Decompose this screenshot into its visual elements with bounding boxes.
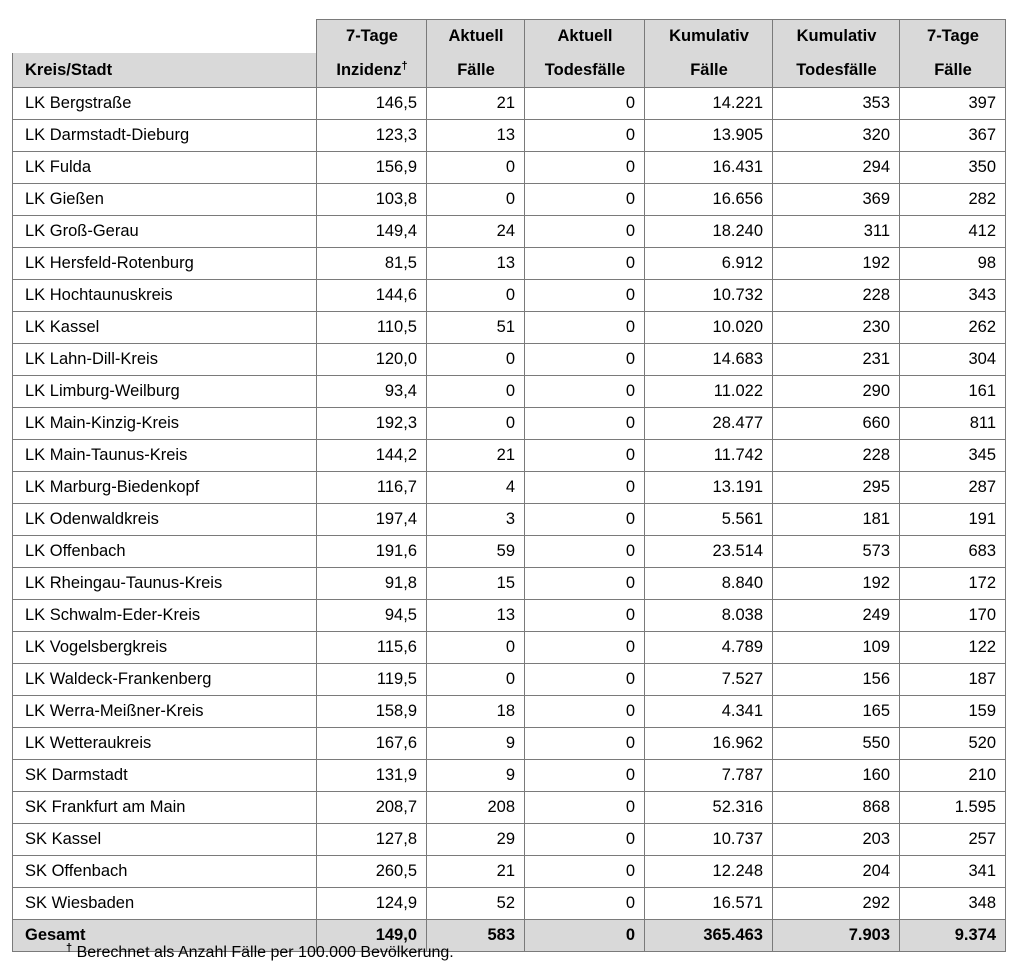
cell-7tage-faelle: 412	[900, 216, 1006, 248]
cell-kumulativ-todesfaelle: 550	[773, 728, 900, 760]
cell-aktuell-todesfaelle: 0	[525, 184, 645, 216]
cell-inzidenz: 119,5	[317, 664, 427, 696]
cell-name: SK Frankfurt am Main	[13, 792, 317, 824]
cell-kumulativ-faelle: 14.683	[645, 344, 773, 376]
total-aktuell-faelle: 583	[427, 920, 525, 952]
cell-inzidenz: 144,2	[317, 440, 427, 472]
cell-7tage-faelle: 367	[900, 120, 1006, 152]
cell-7tage-faelle: 348	[900, 888, 1006, 920]
cell-inzidenz: 192,3	[317, 408, 427, 440]
cell-aktuell-faelle: 29	[427, 824, 525, 856]
cell-7tage-faelle: 262	[900, 312, 1006, 344]
header-top-7tage-faelle: 7-Tage	[900, 20, 1006, 54]
header-inzidenz-label: Inzidenz	[336, 61, 402, 79]
cell-kumulativ-todesfaelle: 192	[773, 568, 900, 600]
table-row	[13, 568, 1006, 600]
cell-7tage-faelle: 287	[900, 472, 1006, 504]
cell-inzidenz: 81,5	[317, 248, 427, 280]
table-row	[13, 824, 1006, 856]
cell-aktuell-faelle: 9	[427, 728, 525, 760]
cell-aktuell-todesfaelle: 0	[525, 152, 645, 184]
table-row	[13, 888, 1006, 920]
cell-aktuell-faelle: 4	[427, 472, 525, 504]
cell-inzidenz: 103,8	[317, 184, 427, 216]
cell-aktuell-faelle: 0	[427, 344, 525, 376]
cell-inzidenz: 156,9	[317, 152, 427, 184]
cell-kumulativ-todesfaelle: 292	[773, 888, 900, 920]
cell-kumulativ-todesfaelle: 156	[773, 664, 900, 696]
header-top-kumulativ-todesfaelle: Kumulativ	[773, 20, 900, 54]
cell-name: LK Darmstadt-Dieburg	[13, 120, 317, 152]
cell-inzidenz: 110,5	[317, 312, 427, 344]
cell-aktuell-faelle: 0	[427, 632, 525, 664]
cell-inzidenz: 120,0	[317, 344, 427, 376]
cell-inzidenz: 94,5	[317, 600, 427, 632]
cell-kumulativ-faelle: 10.020	[645, 312, 773, 344]
table-row	[13, 792, 1006, 824]
cell-aktuell-faelle: 9	[427, 760, 525, 792]
cell-kumulativ-faelle: 8.038	[645, 600, 773, 632]
cell-kumulativ-faelle: 16.431	[645, 152, 773, 184]
cell-aktuell-faelle: 0	[427, 280, 525, 312]
cell-7tage-faelle: 191	[900, 504, 1006, 536]
cell-kumulativ-faelle: 7.787	[645, 760, 773, 792]
table-body	[13, 88, 1006, 920]
cell-kumulativ-faelle: 4.341	[645, 696, 773, 728]
cell-7tage-faelle: 282	[900, 184, 1006, 216]
cell-inzidenz: 260,5	[317, 856, 427, 888]
table-row	[13, 504, 1006, 536]
cell-aktuell-faelle: 18	[427, 696, 525, 728]
cell-kumulativ-faelle: 10.737	[645, 824, 773, 856]
cell-aktuell-faelle: 24	[427, 216, 525, 248]
cell-aktuell-todesfaelle: 0	[525, 248, 645, 280]
table-row	[13, 472, 1006, 504]
cell-inzidenz: 167,6	[317, 728, 427, 760]
header-top-aktuell-todesfaelle: Aktuell	[525, 20, 645, 54]
total-label: Gesamt	[13, 920, 317, 952]
covid-district-table	[12, 19, 1006, 952]
cell-7tage-faelle: 520	[900, 728, 1006, 760]
cell-7tage-faelle: 159	[900, 696, 1006, 728]
cell-aktuell-faelle: 13	[427, 248, 525, 280]
header-kumulativ-todesfaelle: Todesfälle	[773, 53, 900, 88]
cell-name: LK Gießen	[13, 184, 317, 216]
cell-inzidenz: 146,5	[317, 88, 427, 120]
cell-inzidenz: 149,4	[317, 216, 427, 248]
cell-name: LK Fulda	[13, 152, 317, 184]
cell-aktuell-todesfaelle: 0	[525, 632, 645, 664]
header-kreis-stadt: Kreis/Stadt	[13, 53, 317, 88]
cell-7tage-faelle: 811	[900, 408, 1006, 440]
cell-kumulativ-todesfaelle: 660	[773, 408, 900, 440]
cell-aktuell-faelle: 52	[427, 888, 525, 920]
header-row-bottom	[13, 53, 1006, 88]
cell-kumulativ-faelle: 7.527	[645, 664, 773, 696]
cell-kumulativ-todesfaelle: 204	[773, 856, 900, 888]
cell-name: LK Werra-Meißner-Kreis	[13, 696, 317, 728]
cell-7tage-faelle: 98	[900, 248, 1006, 280]
footnote-text: Berechnet als Anzahl Fälle per 100.000 Bevölkerung.	[76, 944, 454, 961]
cell-aktuell-faelle: 13	[427, 120, 525, 152]
cell-aktuell-faelle: 51	[427, 312, 525, 344]
cell-inzidenz: 124,9	[317, 888, 427, 920]
header-aktuell-todesfaelle: Todesfälle	[525, 53, 645, 88]
cell-name: LK Lahn-Dill-Kreis	[13, 344, 317, 376]
cell-kumulativ-faelle: 4.789	[645, 632, 773, 664]
cell-aktuell-faelle: 208	[427, 792, 525, 824]
footnote	[66, 944, 454, 962]
cell-inzidenz: 116,7	[317, 472, 427, 504]
cell-kumulativ-faelle: 52.316	[645, 792, 773, 824]
cell-7tage-faelle: 304	[900, 344, 1006, 376]
table-row	[13, 376, 1006, 408]
cell-aktuell-todesfaelle: 0	[525, 280, 645, 312]
cell-name: SK Offenbach	[13, 856, 317, 888]
cell-aktuell-todesfaelle: 0	[525, 664, 645, 696]
cell-7tage-faelle: 161	[900, 376, 1006, 408]
cell-kumulativ-faelle: 12.248	[645, 856, 773, 888]
cell-name: LK Main-Kinzig-Kreis	[13, 408, 317, 440]
table-row	[13, 408, 1006, 440]
cell-aktuell-faelle: 0	[427, 376, 525, 408]
cell-name: SK Kassel	[13, 824, 317, 856]
table-row	[13, 440, 1006, 472]
total-7tage-faelle: 9.374	[900, 920, 1006, 952]
cell-kumulativ-faelle: 18.240	[645, 216, 773, 248]
cell-kumulativ-todesfaelle: 228	[773, 440, 900, 472]
cell-aktuell-todesfaelle: 0	[525, 216, 645, 248]
cell-kumulativ-todesfaelle: 181	[773, 504, 900, 536]
cell-kumulativ-todesfaelle: 109	[773, 632, 900, 664]
cell-kumulativ-faelle: 13.905	[645, 120, 773, 152]
cell-inzidenz: 208,7	[317, 792, 427, 824]
cell-7tage-faelle: 683	[900, 536, 1006, 568]
cell-aktuell-todesfaelle: 0	[525, 344, 645, 376]
cell-aktuell-todesfaelle: 0	[525, 600, 645, 632]
table-row	[13, 88, 1006, 120]
cell-aktuell-todesfaelle: 0	[525, 760, 645, 792]
cell-7tage-faelle: 345	[900, 440, 1006, 472]
header-top-aktuell-faelle: Aktuell	[427, 20, 525, 54]
cell-name: LK Schwalm-Eder-Kreis	[13, 600, 317, 632]
cell-7tage-faelle: 341	[900, 856, 1006, 888]
cell-inzidenz: 191,6	[317, 536, 427, 568]
cell-kumulativ-todesfaelle: 231	[773, 344, 900, 376]
cell-7tage-faelle: 1.595	[900, 792, 1006, 824]
cell-aktuell-todesfaelle: 0	[525, 824, 645, 856]
cell-kumulativ-todesfaelle: 192	[773, 248, 900, 280]
cell-aktuell-todesfaelle: 0	[525, 888, 645, 920]
cell-kumulativ-faelle: 8.840	[645, 568, 773, 600]
cell-kumulativ-todesfaelle: 320	[773, 120, 900, 152]
header-top-kumulativ-faelle: Kumulativ	[645, 20, 773, 54]
cell-kumulativ-faelle: 13.191	[645, 472, 773, 504]
cell-name: SK Darmstadt	[13, 760, 317, 792]
cell-7tage-faelle: 170	[900, 600, 1006, 632]
cell-aktuell-todesfaelle: 0	[525, 472, 645, 504]
table-row	[13, 312, 1006, 344]
cell-name: LK Groß-Gerau	[13, 216, 317, 248]
cell-7tage-faelle: 343	[900, 280, 1006, 312]
cell-name: LK Hochtaunuskreis	[13, 280, 317, 312]
table-row	[13, 184, 1006, 216]
header-inzidenz	[317, 53, 427, 88]
cell-name: LK Bergstraße	[13, 88, 317, 120]
cell-aktuell-todesfaelle: 0	[525, 88, 645, 120]
cell-kumulativ-todesfaelle: 290	[773, 376, 900, 408]
cell-kumulativ-todesfaelle: 228	[773, 280, 900, 312]
cell-aktuell-todesfaelle: 0	[525, 504, 645, 536]
header-top-blank	[13, 20, 317, 54]
cell-name: SK Wiesbaden	[13, 888, 317, 920]
cell-inzidenz: 158,9	[317, 696, 427, 728]
cell-kumulativ-faelle: 16.962	[645, 728, 773, 760]
cell-7tage-faelle: 257	[900, 824, 1006, 856]
table-row	[13, 344, 1006, 376]
cell-aktuell-faelle: 3	[427, 504, 525, 536]
table-row	[13, 696, 1006, 728]
cell-name: LK Kassel	[13, 312, 317, 344]
cell-aktuell-todesfaelle: 0	[525, 120, 645, 152]
header-row-top	[13, 20, 1006, 54]
cell-inzidenz: 144,6	[317, 280, 427, 312]
cell-kumulativ-faelle: 28.477	[645, 408, 773, 440]
table-row	[13, 664, 1006, 696]
cell-7tage-faelle: 172	[900, 568, 1006, 600]
cell-aktuell-todesfaelle: 0	[525, 312, 645, 344]
cell-inzidenz: 197,4	[317, 504, 427, 536]
cell-inzidenz: 127,8	[317, 824, 427, 856]
cell-aktuell-faelle: 0	[427, 152, 525, 184]
cell-name: LK Marburg-Biedenkopf	[13, 472, 317, 504]
total-kumulativ-todesfaelle: 7.903	[773, 920, 900, 952]
cell-name: LK Vogelsbergkreis	[13, 632, 317, 664]
cell-aktuell-faelle: 0	[427, 408, 525, 440]
cell-7tage-faelle: 350	[900, 152, 1006, 184]
cell-aktuell-todesfaelle: 0	[525, 792, 645, 824]
cell-aktuell-todesfaelle: 0	[525, 408, 645, 440]
cell-kumulativ-todesfaelle: 249	[773, 600, 900, 632]
header-top-inzidenz: 7-Tage	[317, 20, 427, 54]
total-kumulativ-faelle: 365.463	[645, 920, 773, 952]
cell-inzidenz: 115,6	[317, 632, 427, 664]
cell-7tage-faelle: 187	[900, 664, 1006, 696]
cell-7tage-faelle: 122	[900, 632, 1006, 664]
cell-kumulativ-todesfaelle: 203	[773, 824, 900, 856]
cell-kumulativ-faelle: 11.022	[645, 376, 773, 408]
cell-aktuell-todesfaelle: 0	[525, 376, 645, 408]
cell-aktuell-faelle: 59	[427, 536, 525, 568]
cell-7tage-faelle: 397	[900, 88, 1006, 120]
cell-inzidenz: 131,9	[317, 760, 427, 792]
cell-inzidenz: 93,4	[317, 376, 427, 408]
cell-kumulativ-faelle: 14.221	[645, 88, 773, 120]
cell-kumulativ-faelle: 6.912	[645, 248, 773, 280]
table-row	[13, 760, 1006, 792]
cell-kumulativ-todesfaelle: 294	[773, 152, 900, 184]
total-inzidenz: 149,0	[317, 920, 427, 952]
cell-kumulativ-todesfaelle: 295	[773, 472, 900, 504]
cell-name: LK Odenwaldkreis	[13, 504, 317, 536]
cell-aktuell-todesfaelle: 0	[525, 856, 645, 888]
header-kumulativ-faelle: Fälle	[645, 53, 773, 88]
cell-aktuell-faelle: 0	[427, 664, 525, 696]
cell-kumulativ-todesfaelle: 160	[773, 760, 900, 792]
table-row	[13, 280, 1006, 312]
cell-aktuell-faelle: 21	[427, 856, 525, 888]
cell-kumulativ-todesfaelle: 868	[773, 792, 900, 824]
cell-aktuell-todesfaelle: 0	[525, 536, 645, 568]
cell-name: LK Wetteraukreis	[13, 728, 317, 760]
cell-name: LK Offenbach	[13, 536, 317, 568]
cell-kumulativ-todesfaelle: 369	[773, 184, 900, 216]
table-row	[13, 728, 1006, 760]
cell-name: LK Limburg-Weilburg	[13, 376, 317, 408]
table-row	[13, 216, 1006, 248]
cell-kumulativ-faelle: 11.742	[645, 440, 773, 472]
table-row	[13, 248, 1006, 280]
cell-name: LK Rheingau-Taunus-Kreis	[13, 568, 317, 600]
cell-kumulativ-faelle: 16.656	[645, 184, 773, 216]
cell-kumulativ-todesfaelle: 573	[773, 536, 900, 568]
header-7tage-faelle: Fälle	[900, 53, 1006, 88]
total-aktuell-todesfaelle: 0	[525, 920, 645, 952]
cell-aktuell-faelle: 0	[427, 184, 525, 216]
cell-kumulativ-faelle: 23.514	[645, 536, 773, 568]
footnote-marker: †	[66, 942, 73, 954]
cell-kumulativ-todesfaelle: 311	[773, 216, 900, 248]
cell-aktuell-faelle: 21	[427, 88, 525, 120]
cell-kumulativ-faelle: 5.561	[645, 504, 773, 536]
cell-kumulativ-todesfaelle: 230	[773, 312, 900, 344]
cell-inzidenz: 91,8	[317, 568, 427, 600]
cell-aktuell-todesfaelle: 0	[525, 440, 645, 472]
cell-name: LK Hersfeld-Rotenburg	[13, 248, 317, 280]
table-row	[13, 536, 1006, 568]
cell-name: LK Main-Taunus-Kreis	[13, 440, 317, 472]
cell-name: LK Waldeck-Frankenberg	[13, 664, 317, 696]
table-row	[13, 152, 1006, 184]
table-row	[13, 632, 1006, 664]
table-row	[13, 856, 1006, 888]
table-row	[13, 600, 1006, 632]
cell-aktuell-todesfaelle: 0	[525, 568, 645, 600]
header-aktuell-faelle: Fälle	[427, 53, 525, 88]
cell-aktuell-todesfaelle: 0	[525, 728, 645, 760]
dagger-marker: †	[401, 60, 408, 72]
cell-inzidenz: 123,3	[317, 120, 427, 152]
cell-aktuell-faelle: 13	[427, 600, 525, 632]
cell-aktuell-todesfaelle: 0	[525, 696, 645, 728]
cell-kumulativ-faelle: 16.571	[645, 888, 773, 920]
cell-kumulativ-todesfaelle: 165	[773, 696, 900, 728]
table-row	[13, 120, 1006, 152]
cell-aktuell-faelle: 15	[427, 568, 525, 600]
cell-aktuell-faelle: 21	[427, 440, 525, 472]
cell-7tage-faelle: 210	[900, 760, 1006, 792]
cell-kumulativ-todesfaelle: 353	[773, 88, 900, 120]
cell-kumulativ-faelle: 10.732	[645, 280, 773, 312]
